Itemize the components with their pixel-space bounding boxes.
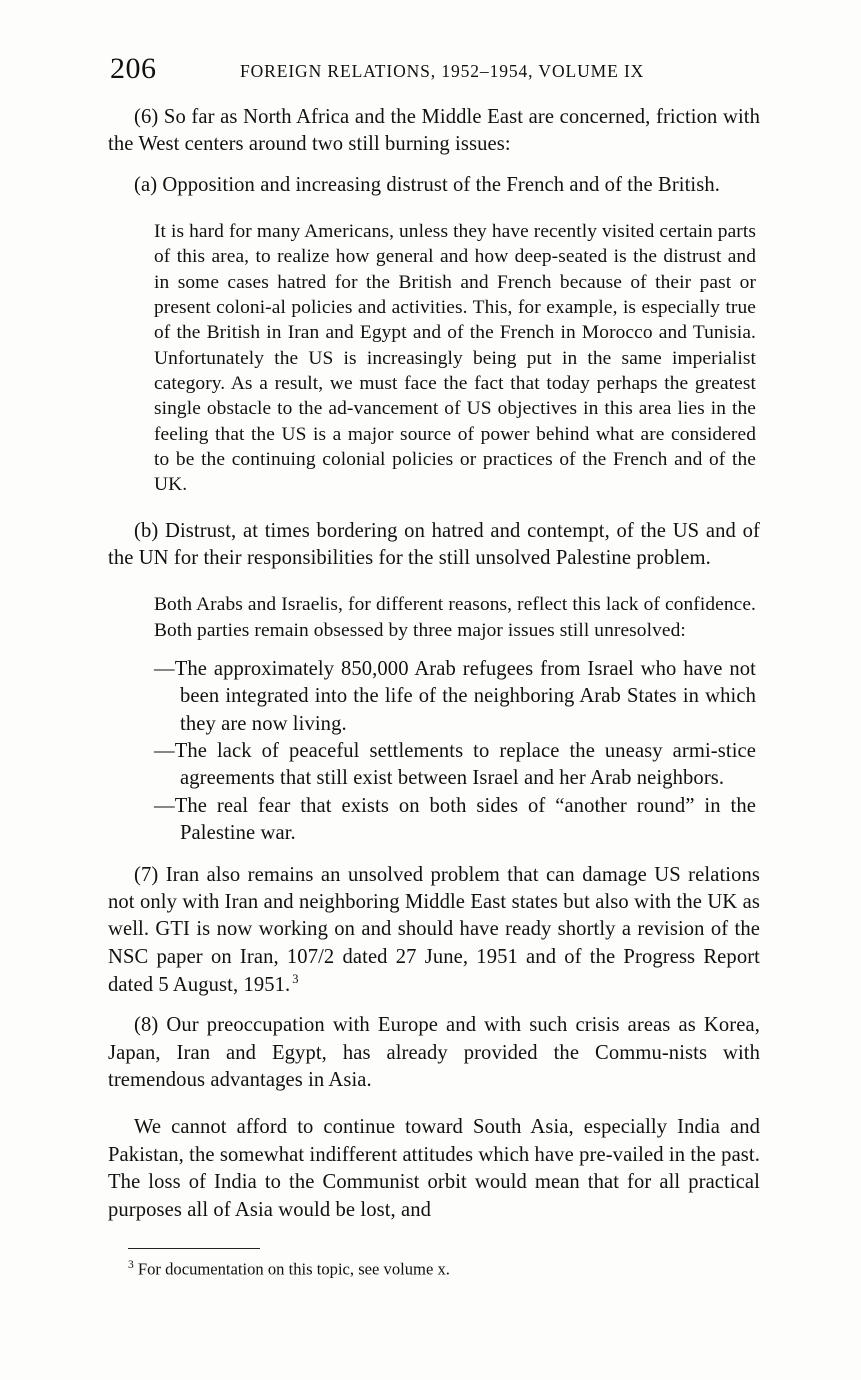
paragraph-a: (a) Opposition and increasing distrust of the French and of the British. xyxy=(134,173,720,196)
footnote-marker: 3 xyxy=(128,1259,134,1271)
spacer xyxy=(108,511,760,518)
paragraph-9: We cannot afford to continue toward South Asia, especially India and Pakistan, the somewhat indifferent attitudes which have pre-vailed in the past. The loss of India to the Communist orbit would mean that for all practical purposes all of Asia would be lost, and xyxy=(108,1116,760,1221)
list-item: —The lack of peaceful settlements to replace the uneasy armi-stice agreements that still exist between Israel and her Arab neighbors. xyxy=(154,740,756,790)
spacer xyxy=(108,585,760,592)
paragraph-7-text: (7) Iran also remains an unsolved problem that can damage US relations not only with Iran and neighboring Middle East states but also with the UK as well. GTI is now working on and should have ready shortly a revision of the NSC paper on Iran, 107/2 dated 27 June, 1951 and of the Progress Report dated 5 August, 1951. xyxy=(108,863,760,996)
spacer xyxy=(108,1107,760,1114)
footnote-text: For documentation on this topic, see volume x. xyxy=(137,1259,450,1279)
paragraph-7 xyxy=(108,862,760,1000)
spacer xyxy=(108,212,760,219)
page-number: 206 xyxy=(110,52,157,85)
paragraph-8: (8) Our preoccupation with Europe and with such crisis areas as Korea, Japan, Iran and Egypt, has already provided the Commu-nists with tremendous advantages in Asia. xyxy=(108,1014,760,1092)
spacer xyxy=(108,848,760,862)
blockquote-2: Both Arabs and Israelis, for different reasons, reflect this lack of confidence. Both parties remain obsessed by three major issues still unresolved: xyxy=(154,594,756,641)
paragraph-6: (6) So far as North Africa and the Middle East are concerned, friction with the West centers around two still burning issues: xyxy=(108,106,760,156)
paragraph-b: (b) Distrust, at times bordering on hatred and contempt, of the US and of the UN for their responsibilities for the still unsolved Palestine problem. xyxy=(108,519,760,569)
footnote-divider xyxy=(128,1248,260,1249)
list-item: —The real fear that exists on both sides of “another round” in the Palestine war. xyxy=(154,794,756,845)
footnote xyxy=(128,1258,748,1280)
list-item: —The approximately 850,000 Arab refugees from Israel who have not been integrated into the life of the neighboring Arab States in which they are now living. xyxy=(154,657,756,735)
blockquote-1: It is hard for many Americans, unless they have recently visited certain parts of this area, to realize how general and how deep-seated is the distrust and in some cases hatred for the British and French because of their past or present coloni-al policies and activities. This, for example, is especially true of the British in Iran and Egypt and of the French in Morocco and Tunisia. Unfortunately the US is increasingly being put in the same imperialist category. As a result, we must face the fact that today perhaps the greatest single obstacle to the ad-vancement of US objectives in this area lies in the feeling that the US is a major source of power behind what are considered to be the continuing colonial policies or practices of the French and of the UK. xyxy=(154,221,756,496)
dash-list xyxy=(154,656,756,848)
running-head: FOREIGN RELATIONS, 1952–1954, VOLUME IX xyxy=(240,61,645,81)
body-column xyxy=(108,104,760,1237)
footnote-reference[interactable]: 3 xyxy=(292,972,299,987)
page-header xyxy=(110,52,770,86)
